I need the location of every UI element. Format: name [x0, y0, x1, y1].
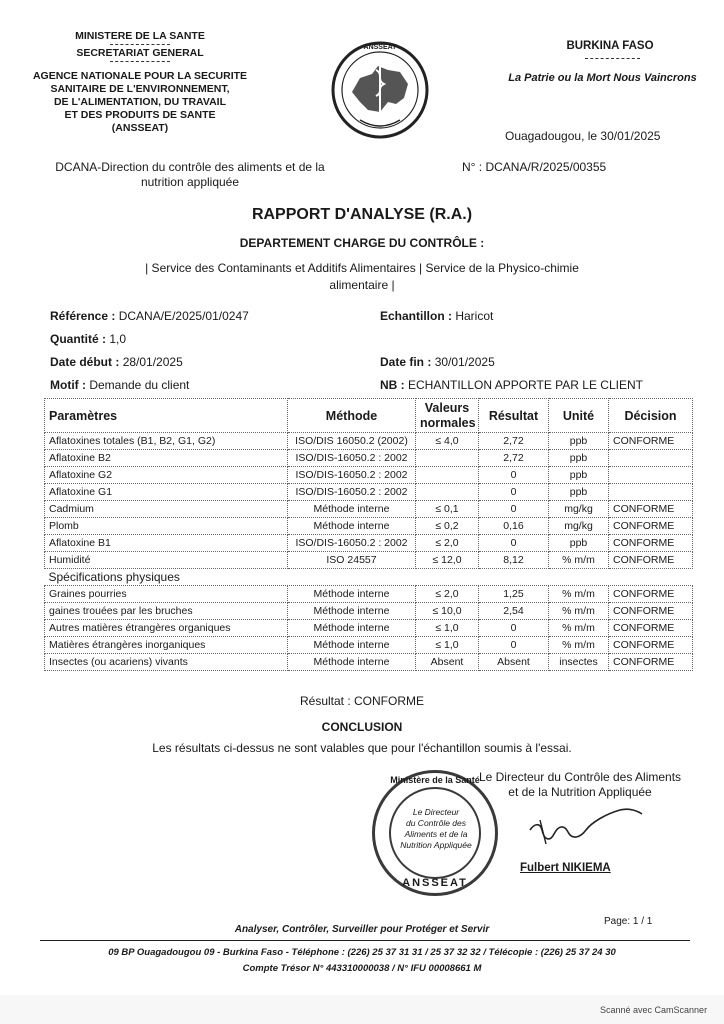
motif-value: Demande du client: [89, 378, 190, 392]
services-text: [0, 260, 724, 294]
conclusion-title: CONCLUSION: [321, 720, 403, 734]
cell-result: 0: [479, 467, 549, 484]
cell-normal-value: ≤ 1,0: [416, 637, 479, 654]
cell-method: ISO/DIS-16050.2 : 2002: [288, 535, 416, 552]
services-line: | Service des Contaminants et Additifs Alimentaires | Service de la Physico-chimie: [145, 261, 579, 275]
table-row: [45, 586, 693, 603]
cell-decision: CONFORME: [609, 501, 693, 518]
ministry-name: MINISTERE DE LA SANTE: [75, 30, 205, 42]
cell-result: 2,72: [479, 450, 549, 467]
start-date-value: 28/01/2025: [122, 355, 183, 369]
secretariat-name: SECRETARIAT GENERAL: [76, 47, 204, 59]
cell-parameter: Autres matières étrangères organiques: [45, 620, 288, 637]
info-left: [50, 305, 249, 397]
header-result: Résultat: [479, 399, 549, 433]
divider: [110, 44, 170, 45]
cell-parameter: Plomb: [45, 518, 288, 535]
cell-normal-value: ≤ 0,1: [416, 501, 479, 518]
cell-normal-value: ≤ 10,0: [416, 603, 479, 620]
cell-normal-value: [416, 484, 479, 501]
page-number: Page: 1 / 1: [604, 916, 653, 927]
cell-method: Méthode interne: [288, 501, 416, 518]
place-date: Ouagadougou, le 30/01/2025: [505, 129, 661, 143]
table-row: [45, 501, 693, 518]
cell-decision: CONFORME: [609, 433, 693, 450]
table-row: [45, 620, 693, 637]
cell-unit: ppb: [549, 433, 609, 450]
stamp-line: Nutrition Appliquée: [400, 840, 472, 850]
signatory-title: [460, 770, 700, 800]
sample-value: Haricot: [455, 309, 494, 323]
footer-treasury: Compte Trésor N° 443310000038 / N° IFU 00008661 M: [242, 963, 482, 974]
end-date-label: Date fin :: [380, 355, 432, 369]
table-row: [45, 467, 693, 484]
cell-method: ISO/DIS 16050.2 (2002): [288, 433, 416, 450]
divider: [585, 58, 640, 59]
table-row: [45, 552, 693, 569]
cell-method: Méthode interne: [288, 620, 416, 637]
cell-parameter: Cadmium: [45, 501, 288, 518]
motif-label: Motif :: [50, 378, 86, 392]
cell-method: Méthode interne: [288, 603, 416, 620]
cell-unit: % m/m: [549, 586, 609, 603]
cell-normal-value: ≤ 2,0: [416, 535, 479, 552]
analysis-table: [44, 398, 693, 671]
cell-parameter: Aflatoxine B2: [45, 450, 288, 467]
sample-label: Echantillon :: [380, 309, 452, 323]
signatory-name: Fulbert NIKIEMA: [520, 862, 611, 874]
cell-normal-value: ≤ 12,0: [416, 552, 479, 569]
report-number: N° : DCANA/R/2025/00355: [462, 160, 607, 174]
cell-parameter: gaines trouées par les bruches: [45, 603, 288, 620]
cell-normal-value: ≤ 2,0: [416, 586, 479, 603]
table-row: [45, 484, 693, 501]
cell-parameter: Aflatoxines totales (B1, B2, G1, G2): [45, 433, 288, 450]
cell-unit: ppb: [549, 450, 609, 467]
cell-decision: CONFORME: [609, 552, 693, 569]
divider: [110, 61, 170, 62]
cell-parameter: Aflatoxine G1: [45, 484, 288, 501]
reference-label: Référence :: [50, 309, 116, 323]
reference-value: DCANA/E/2025/01/0247: [118, 309, 249, 323]
signatory-line: et de la Nutrition Appliquée: [508, 785, 652, 799]
cell-result: 0: [479, 620, 549, 637]
cell-result: 0: [479, 637, 549, 654]
cell-normal-value: [416, 467, 479, 484]
section-title: Spécifications physiques: [45, 569, 693, 586]
cell-method: ISO/DIS-16050.2 : 2002: [288, 467, 416, 484]
cell-parameter: Graines pourries: [45, 586, 288, 603]
header-method: Méthode: [288, 399, 416, 433]
stamp-line: Aliments et de la: [404, 829, 468, 839]
table-row: [45, 637, 693, 654]
table-row: [45, 518, 693, 535]
services-line: alimentaire |: [329, 278, 395, 292]
cell-decision: CONFORME: [609, 603, 693, 620]
cell-unit: ppb: [549, 535, 609, 552]
header-decision: Décision: [609, 399, 693, 433]
quantity-label: Quantité :: [50, 332, 106, 346]
cell-method: ISO 24557: [288, 552, 416, 569]
cell-normal-value: [416, 450, 479, 467]
cell-unit: % m/m: [549, 603, 609, 620]
cell-normal-value: ≤ 1,0: [416, 620, 479, 637]
quantity-value: 1,0: [109, 332, 127, 346]
cell-result: 2,72: [479, 433, 549, 450]
header-unit: Unité: [549, 399, 609, 433]
agency-line: SANITAIRE DE L'ENVIRONNEMENT,: [50, 83, 230, 95]
agency-line: ET DES PRODUITS DE SANTE: [64, 109, 216, 121]
table-row: [45, 535, 693, 552]
cell-normal-value: ≤ 4,0: [416, 433, 479, 450]
stamp-line: Le Directeur: [412, 807, 460, 817]
stamp-center: [393, 807, 479, 851]
table-body-chemical: [45, 433, 693, 569]
agency-line: AGENCE NATIONALE POUR LA SECURITE: [32, 70, 248, 82]
cell-decision: [609, 450, 693, 467]
agency-name: [20, 70, 260, 135]
footer-address: 09 BP Ouagadougou 09 - Burkina Faso - Téléphone : (226) 25 37 31 31 / 25 37 32 32 / Télécopie : (226) 25 37 24 30: [108, 947, 616, 958]
scanner-watermark: Scanné avec CamScanner: [600, 1005, 708, 1015]
cell-parameter: Aflatoxine G2: [45, 467, 288, 484]
cell-unit: % m/m: [549, 637, 609, 654]
cell-unit: mg/kg: [549, 518, 609, 535]
cell-parameter: Humidité: [45, 552, 288, 569]
agency-line: (ANSSEAT): [111, 122, 169, 134]
table-body-physical: [45, 586, 693, 671]
cell-result: 0: [479, 535, 549, 552]
table-row: [45, 654, 693, 671]
cell-unit: insectes: [549, 654, 609, 671]
cell-parameter: Matières étrangères inorganiques: [45, 637, 288, 654]
report-title: RAPPORT D'ANALYSE (R.A.): [251, 206, 473, 223]
cell-method: Méthode interne: [288, 637, 416, 654]
handwritten-signature: [520, 800, 650, 860]
cell-decision: [609, 467, 693, 484]
table-section: [45, 569, 693, 586]
cell-method: ISO/DIS-16050.2 : 2002: [288, 450, 416, 467]
nb-value: ECHANTILLON APPORTE PAR LE CLIENT: [408, 378, 643, 392]
direction-name: [20, 160, 360, 190]
cell-method: Méthode interne: [288, 654, 416, 671]
cell-result: 2,54: [479, 603, 549, 620]
cell-decision: CONFORME: [609, 518, 693, 535]
stamp-line: du Contrôle des: [405, 818, 466, 828]
header-parameters: Paramètres: [45, 399, 288, 433]
section-row: [45, 569, 693, 586]
cell-normal-value: ≤ 0,2: [416, 518, 479, 535]
cell-method: ISO/DIS-16050.2 : 2002: [288, 484, 416, 501]
cell-decision: CONFORME: [609, 535, 693, 552]
stamp-agency: ANSSEAT: [402, 877, 468, 889]
cell-decision: CONFORME: [609, 620, 693, 637]
nb-label: NB :: [380, 378, 405, 392]
cell-decision: CONFORME: [609, 586, 693, 603]
country-name: BURKINA FASO: [566, 40, 654, 52]
ansseat-logo: [330, 40, 430, 140]
cell-parameter: Aflatoxine B1: [45, 535, 288, 552]
cell-decision: CONFORME: [609, 654, 693, 671]
footer-rule: [40, 940, 690, 941]
cell-unit: mg/kg: [549, 501, 609, 518]
cell-parameter: Insectes (ou acariens) vivants: [45, 654, 288, 671]
overall-result: Résultat : CONFORME: [299, 694, 425, 708]
stamp-ministry: Ministère de la Santé: [390, 775, 480, 785]
cell-result: 0: [479, 501, 549, 518]
header-normal-values: Valeurs normales: [416, 399, 479, 433]
table-header-row: [45, 399, 693, 433]
logo-text: ANSSEAT: [363, 44, 397, 51]
table-row: [45, 433, 693, 450]
ministry-block: [20, 30, 260, 135]
info-right: [380, 305, 643, 397]
signatory-line: Le Directeur du Contrôle des Aliments: [478, 770, 682, 784]
cell-result: 0,16: [479, 518, 549, 535]
table-row: [45, 450, 693, 467]
national-motto: La Patrie ou la Mort Nous Vaincrons: [508, 72, 697, 84]
cell-unit: ppb: [549, 484, 609, 501]
cell-result: 8,12: [479, 552, 549, 569]
cell-method: Méthode interne: [288, 586, 416, 603]
direction-line: DCANA-Direction du contrôle des aliments et de la: [55, 160, 325, 174]
footer-slogan: Analyser, Contrôler, Surveiller pour Protéger et Servir: [234, 924, 490, 935]
cell-decision: CONFORME: [609, 637, 693, 654]
conclusion-text: Les résultats ci-dessus ne sont valables que pour l'échantillon soumis à l'essai.: [152, 741, 572, 755]
cell-decision: [609, 484, 693, 501]
cell-method: Méthode interne: [288, 518, 416, 535]
cell-result: Absent: [479, 654, 549, 671]
cell-unit: % m/m: [549, 620, 609, 637]
department-label: DEPARTEMENT CHARGE DU CONTRÔLE :: [239, 236, 485, 250]
cell-result: 1,25: [479, 586, 549, 603]
start-date-label: Date début :: [50, 355, 120, 369]
cell-unit: % m/m: [549, 552, 609, 569]
table-row: [45, 603, 693, 620]
official-stamp: [372, 770, 498, 896]
cell-result: 0: [479, 484, 549, 501]
cell-unit: ppb: [549, 467, 609, 484]
end-date-value: 30/01/2025: [434, 355, 495, 369]
direction-line: nutrition appliquée: [140, 175, 240, 189]
cell-normal-value: Absent: [416, 654, 479, 671]
agency-line: DE L'ALIMENTATION, DU TRAVAIL: [53, 96, 227, 108]
